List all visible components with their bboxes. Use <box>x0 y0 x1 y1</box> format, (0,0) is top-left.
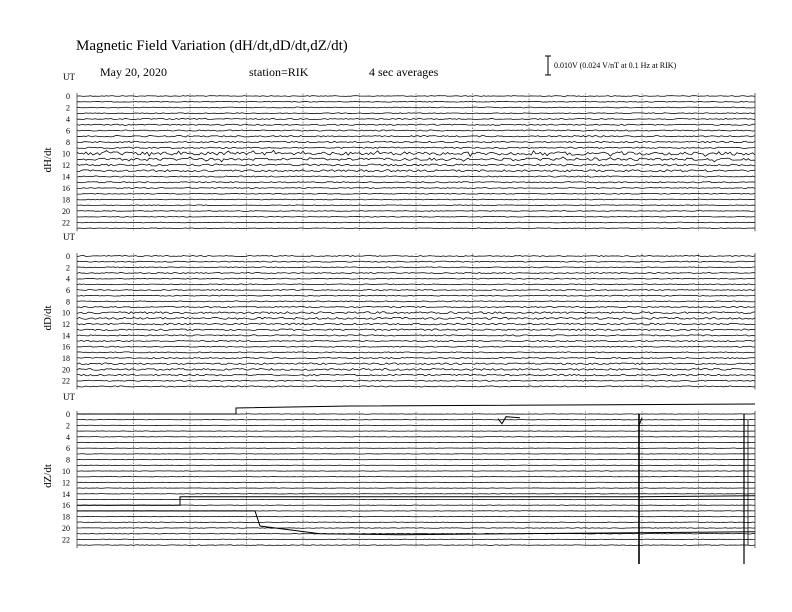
trace-hour-8 <box>77 301 755 302</box>
hour-tick-label: 20 <box>62 207 70 216</box>
hour-tick-label: 6 <box>66 286 70 296</box>
hour-tick-label: 2 <box>66 263 70 273</box>
trace-hour-23 <box>77 228 755 229</box>
trace-hour-14 <box>77 176 755 177</box>
hour-tick-label: 14 <box>62 489 70 499</box>
hour-tick-label: 8 <box>66 297 70 307</box>
hour-tick-label: 6 <box>66 444 70 454</box>
scale-bar <box>545 56 551 75</box>
panel-dh-dt <box>42 72 755 231</box>
trace-hour-20 <box>77 211 755 212</box>
hour-tick-label: 8 <box>66 138 70 147</box>
trace-hour-2 <box>77 267 755 268</box>
panel-dd-dt <box>42 232 755 389</box>
trace-hour-0 <box>77 96 755 97</box>
hour-tick-label: 12 <box>62 320 70 330</box>
panel-dz-dt <box>42 392 755 564</box>
hour-tick-label: 2 <box>66 421 70 431</box>
trace-hour-16 <box>77 346 755 347</box>
trace-hour-3 <box>77 273 755 274</box>
hour-tick-label: 4 <box>66 274 70 284</box>
ut-label: UT <box>63 392 75 402</box>
date-label: May 20, 2020 <box>100 65 167 79</box>
hour-tick-label: 16 <box>62 342 70 352</box>
hour-tick-label: 16 <box>62 184 70 193</box>
hour-tick-label: 22 <box>62 535 70 545</box>
hour-tick-label: 14 <box>62 331 70 341</box>
trace-hour-1 <box>77 101 755 102</box>
hour-tick-label: 10 <box>62 467 70 476</box>
station-label: station=RIK <box>249 65 309 79</box>
hook-feature <box>498 417 520 424</box>
hour-tick-label: 12 <box>62 478 70 488</box>
trace-hour-19 <box>77 363 755 365</box>
trace-hour-18 <box>77 516 755 517</box>
y-axis-label: dZ/dt <box>42 464 54 488</box>
hour-tick-label: 22 <box>62 376 70 386</box>
trace-hour-9 <box>77 306 755 307</box>
ut-label: UT <box>63 72 75 82</box>
hour-tick-label: 8 <box>66 455 70 465</box>
ut-label: UT <box>63 232 75 242</box>
y-axis-label: dD/dt <box>42 305 54 331</box>
hour-tick-label: 4 <box>66 115 70 124</box>
hour-tick-label: 22 <box>62 218 70 228</box>
hour-tick-label: 0 <box>66 252 70 261</box>
chart-title: Magnetic Field Variation (dH/dt,dD/dt,dZ/dt) <box>76 38 348 54</box>
trace-hour-5 <box>77 284 755 285</box>
hour-tick-label: 0 <box>66 92 70 101</box>
hour-tick-label: 0 <box>66 410 70 419</box>
hour-tick-label: 10 <box>62 149 70 159</box>
hour-tick-label: 20 <box>62 365 70 375</box>
hour-tick-label: 14 <box>62 172 70 182</box>
trace-hour-18 <box>77 199 755 200</box>
trace-hour-19 <box>77 522 755 523</box>
scale-bar-label: 0.010V (0.024 V/nT at 0.1 Hz at RIK) <box>554 61 677 70</box>
hour-tick-label: 16 <box>62 501 70 511</box>
trace-hour-4 <box>77 278 755 279</box>
y-axis-label: dH/dt <box>42 147 54 173</box>
trace-hour-15 <box>77 182 755 183</box>
trace-hour-0 <box>77 256 755 257</box>
hour-tick-label: 4 <box>66 432 70 442</box>
hour-tick-label: 18 <box>62 354 70 364</box>
trace-hour-20 <box>77 528 755 529</box>
hour-tick-label: 6 <box>66 126 70 136</box>
hour-tick-label: 20 <box>62 524 70 533</box>
hour-tick-label: 12 <box>62 161 70 170</box>
trace-hour-21 <box>77 216 755 217</box>
trace-hour-4 <box>77 118 755 119</box>
trace-hour-22 <box>77 222 755 223</box>
hour-tick-label: 10 <box>62 308 70 318</box>
hour-tick-label: 2 <box>66 103 70 113</box>
hour-tick-label: 18 <box>62 195 70 205</box>
averaging-label: 4 sec averages <box>369 65 439 79</box>
trace-hour-17 <box>77 352 755 353</box>
hour-tick-label: 18 <box>62 512 70 522</box>
